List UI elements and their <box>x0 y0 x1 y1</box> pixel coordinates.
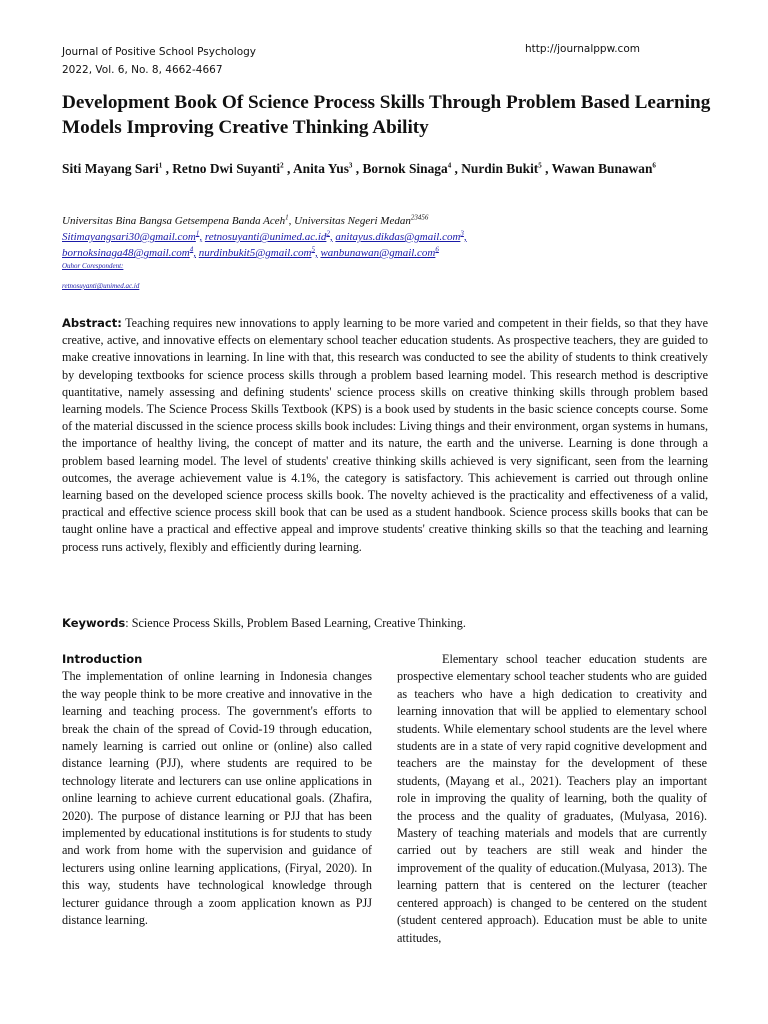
abstract-label: Abstract: <box>62 316 122 330</box>
author-sup: 3 <box>348 161 353 170</box>
affiliation-1: Universitas Bina Bangsa Getsempena Banda Aceh <box>62 215 286 227</box>
author-sup: 4 <box>447 161 452 170</box>
abstract-text: Teaching requires new innovations to apply learning to be more varied and competent in their fields, so that they have creative, active, and innovative effects on elementary school teacher education students. As prospective teachers, they are guided to make creative innovations in learning. In line with that, this research was conducted to see the ability of students to think creatively by developing textbooks for science process skills through a problem based learning model. This research method is descriptive quantitative, namely assessing and defining students' science process skills on creative thinking skills through problem based learning models. The Science Process Skills Textbook (KPS) is a book used by students in the basic science concepts course. Some of the material discussed in the science process skills book includes: Living things and their environment, organ systems in humans, the importance of healthy living, the concept of matter and its nature, the earth and the universe. Learning is done through a problem based learning model. The level of students' creative thinking skills achieved is very significant, seen from the learning outcomes, the average achievement value is 4.1%, the category is satisfactory. This achievement is carried out through online learning based on the developed science process skills book. The novelty achieved is the practicality and effectiveness of a valid, practical and effective science process skill book that can be used as a student handbook. Science process skills books that can be taught online have a practical and effective appeal and improve students' creative thinking skills so that the teaching and learning process runs actively, flexibly and efficiently during learning. <box>62 316 709 554</box>
abstract <box>62 315 708 556</box>
email-sup: 6 <box>435 245 439 254</box>
affiliation-sup: 23456 <box>410 213 429 222</box>
email-link[interactable]: anitayus.dikdas@gmail.com <box>335 231 461 243</box>
author-name: Wawan Bunawan <box>551 161 653 176</box>
email-link[interactable]: bornoksinaga48@gmail.com <box>62 247 190 259</box>
journal-url[interactable]: http://journalppw.com <box>524 43 640 55</box>
author-list: Siti Mayang Sari$^1$ , Retno Dwi Suyanti$^2$ , Anita Yus$^3$ , Bornok Sinaga$^4$ , Nurdin Bukit$^5$ , Wawan Bunawan$^6$ <box>62 161 656 176</box>
left-column <box>62 651 372 930</box>
author-name: Retno Dwi Suyanti <box>172 161 281 176</box>
email-sup: 3 <box>460 229 464 238</box>
affiliation-sup: 1 <box>285 213 289 222</box>
right-column <box>397 651 707 947</box>
journal-name: Journal of Positive School Psychology <box>62 46 257 58</box>
keywords <box>62 615 708 632</box>
author-sup: 6 <box>652 161 656 170</box>
intro-paragraph-left: The implementation of online learning in Indonesia changes the way people think to be more creative and innovative in the learning and teaching process. The government's efforts to break the chain of the spread of Covid-19 through education, namely learning is carried out online or (online) also called distance learning (PJJ), where students are required to be technology literate and lecturers can use online applications in online learning to achieve current educational goals. (Zhafira, 2020). The purpose of distance learning or PJJ that has been implemented by educational institutions is for students to study and work from home with the supervision and guidance of lecturers using online learning applications, (Firyal, 2020). In this way, students have technological knowledge through lecturer guidance through a zoom application known as PJJ distance learning. <box>62 669 372 928</box>
email-link[interactable]: nurdinbukit5@gmail.com <box>198 247 312 259</box>
author-sup: 1 <box>158 161 163 170</box>
affiliation-2: Universitas Negeri Medan <box>294 215 411 227</box>
section-heading: Introduction <box>62 652 143 666</box>
author-name: Bornok Sinaga <box>362 161 448 176</box>
author-name: Nurdin Bukit <box>461 161 539 176</box>
correspondent-email[interactable]: retnosuyanti@unimed.ac.id <box>62 282 140 290</box>
correspondent-label: Ouhor Corespondent: <box>62 262 124 270</box>
affiliation-line: Universitas Bina Bangsa Getsempena Banda Aceh$^1$, Universitas Negeri Medan$^{23456}$ <box>62 213 429 227</box>
running-header <box>62 43 256 79</box>
keywords-text: : Science Process Skills, Problem Based Learning, Creative Thinking. <box>125 616 466 630</box>
email-line: Sitimayangsari30@gmail.com$^1$, $retnosuyanti@unimed.ac.id^2$, anitayus.dikdas@gmail.com$^3$, <box>62 229 467 243</box>
author-sup: 2 <box>280 161 284 170</box>
email-sup: 2 <box>326 229 330 238</box>
email-link[interactable]: Sitimayangsari30@gmail.com <box>62 231 196 243</box>
journal-citation: 2022, Vol. 6, No. 8, 4662-4667 <box>62 64 223 76</box>
email-line: bornoksinaga48@gmail.com$^4$, nurdinbukit5@gmail.com$^5$, wanbunawan@gmail.com$^6$ <box>62 245 439 259</box>
keywords-label: Keywords <box>62 616 126 630</box>
email-sup: 1 <box>195 229 200 238</box>
email-link[interactable]: wanbunawan@gmail.com <box>320 247 436 259</box>
intro-paragraph-right: Elementary school teacher education students are prospective elementary school teacher students who are guided as teachers who have a high dedication to creativity and learning innovation that will be applied to elementary school students. While elementary school students are the level where students are in a state of very rapid cognitive development and teachers are the mainstay for the development of these students, (Mayang et al., 2021). Teachers play an important role in improving the quality of learning, both the quality of the process and the quality of graduates, (Mulyasa, 2016). Mastery of teaching materials and models that are currently carried out by teachers are still weak and hinder the improvement of the quality of education.(Mulyasa, 2013). The learning pattern that is centered on the lecturer (teacher centered approach) is changed to be centered on the student (student centered approach). Education must be able to unite attitudes, <box>397 652 707 945</box>
author-name: Anita Yus <box>292 161 349 176</box>
email-sup: 5 <box>311 245 315 254</box>
paper-title: Development Book Of Science Process Skills Through Problem Based Learning Models Improving Creative Thinking Ability <box>62 92 711 138</box>
email-link[interactable]: retnosuyanti@unimed.ac.id <box>204 231 327 243</box>
affiliations <box>62 213 712 292</box>
email-sup: 4 <box>189 245 194 254</box>
author-name: Siti Mayang Sari <box>62 161 159 176</box>
author-sup: 5 <box>538 161 542 170</box>
